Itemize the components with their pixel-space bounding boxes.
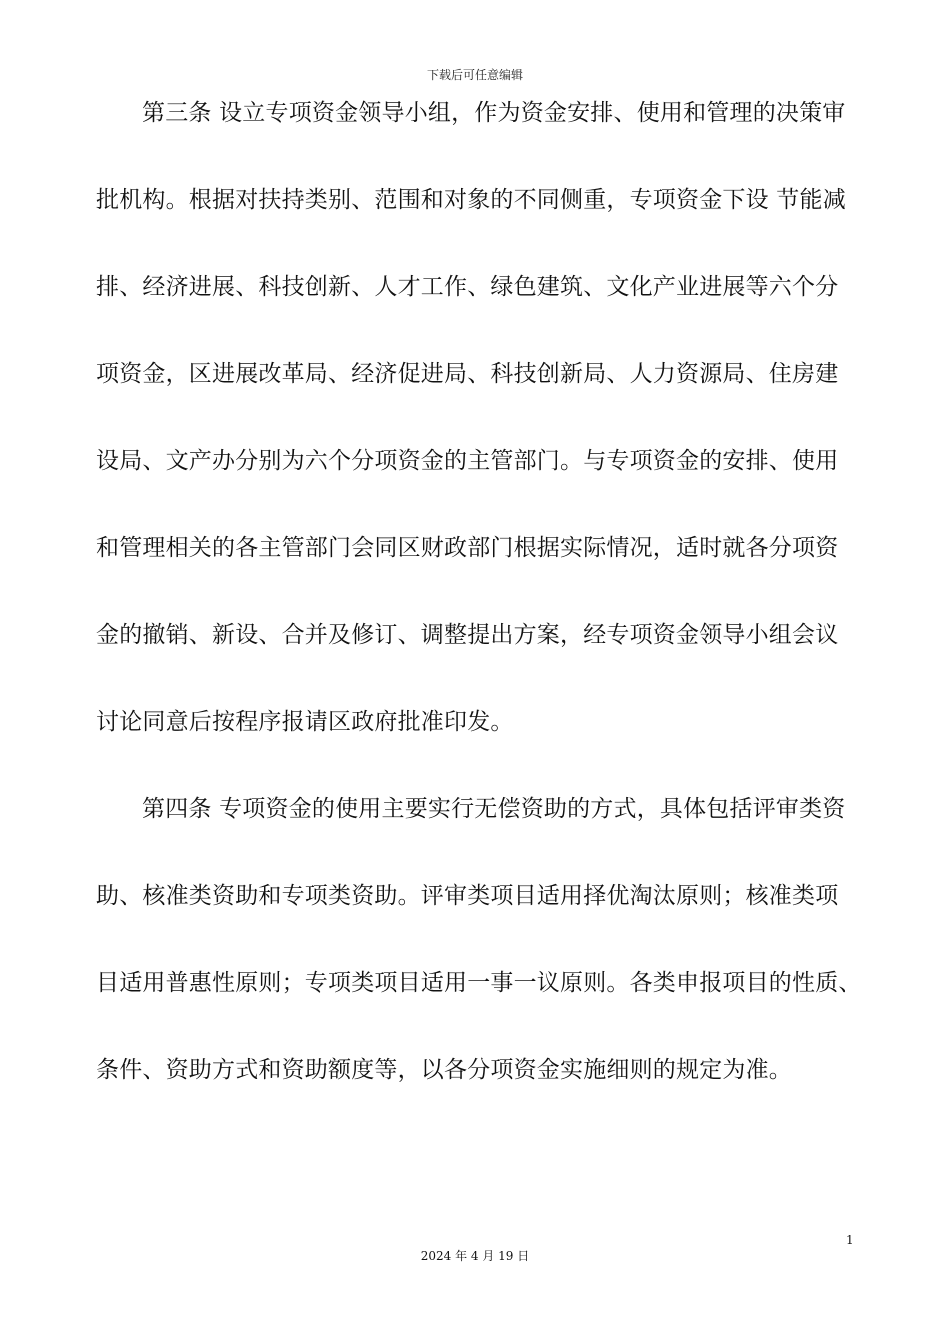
page-footer-date: 2024 年 4 月 19 日: [420, 1249, 530, 1263]
paragraph-article-4: [96, 774, 866, 1122]
text-line: 条件、资助方式和资助额度等，以各分项资金实施细则的规定为准。: [96, 1057, 792, 1083]
text-line: 设局、文产办分别为六个分项资金的主管部门。与专项资金的安排、使用: [96, 448, 839, 474]
page-header: 下载后可任意编辑: [426, 68, 523, 82]
text-line: 批机构。根据对扶持类别、范围和对象的不同侧重，专项资金下设 节能减: [96, 187, 846, 213]
text-line: 和管理相关的各主管部门会同区财政部门根据实际情况，适时就各分项资: [96, 535, 839, 561]
text-line: 讨论同意后按程序报请区政府批准印发。: [96, 709, 514, 735]
text-line: 目适用普惠性原则；专项类项目适用一事一议原则。各类申报项目的性质、: [96, 970, 862, 996]
text-line: 排、经济进展、科技创新、人才工作、绿色建筑、文化产业进展等六个分: [96, 274, 839, 300]
text-line: 第四条 专项资金的使用主要实行无偿资助的方式，具体包括评审类资: [142, 796, 846, 822]
body-text: [96, 78, 866, 1122]
text-line: 金的撤销、新设、合并及修订、调整提出方案，经专项资金领导小组会议: [96, 622, 839, 648]
page-number: 1: [846, 1233, 854, 1247]
paragraph-article-3: [96, 78, 866, 774]
text-line: 项资金，区进展改革局、经济促进局、科技创新局、人力资源局、住房建: [96, 361, 839, 387]
text-line: 助、核准类资助和专项类资助。评审类项目适用择优淘汰原则；核准类项: [96, 883, 839, 909]
text-line: 第三条 设立专项资金领导小组，作为资金安排、使用和管理的决策审: [142, 100, 846, 126]
